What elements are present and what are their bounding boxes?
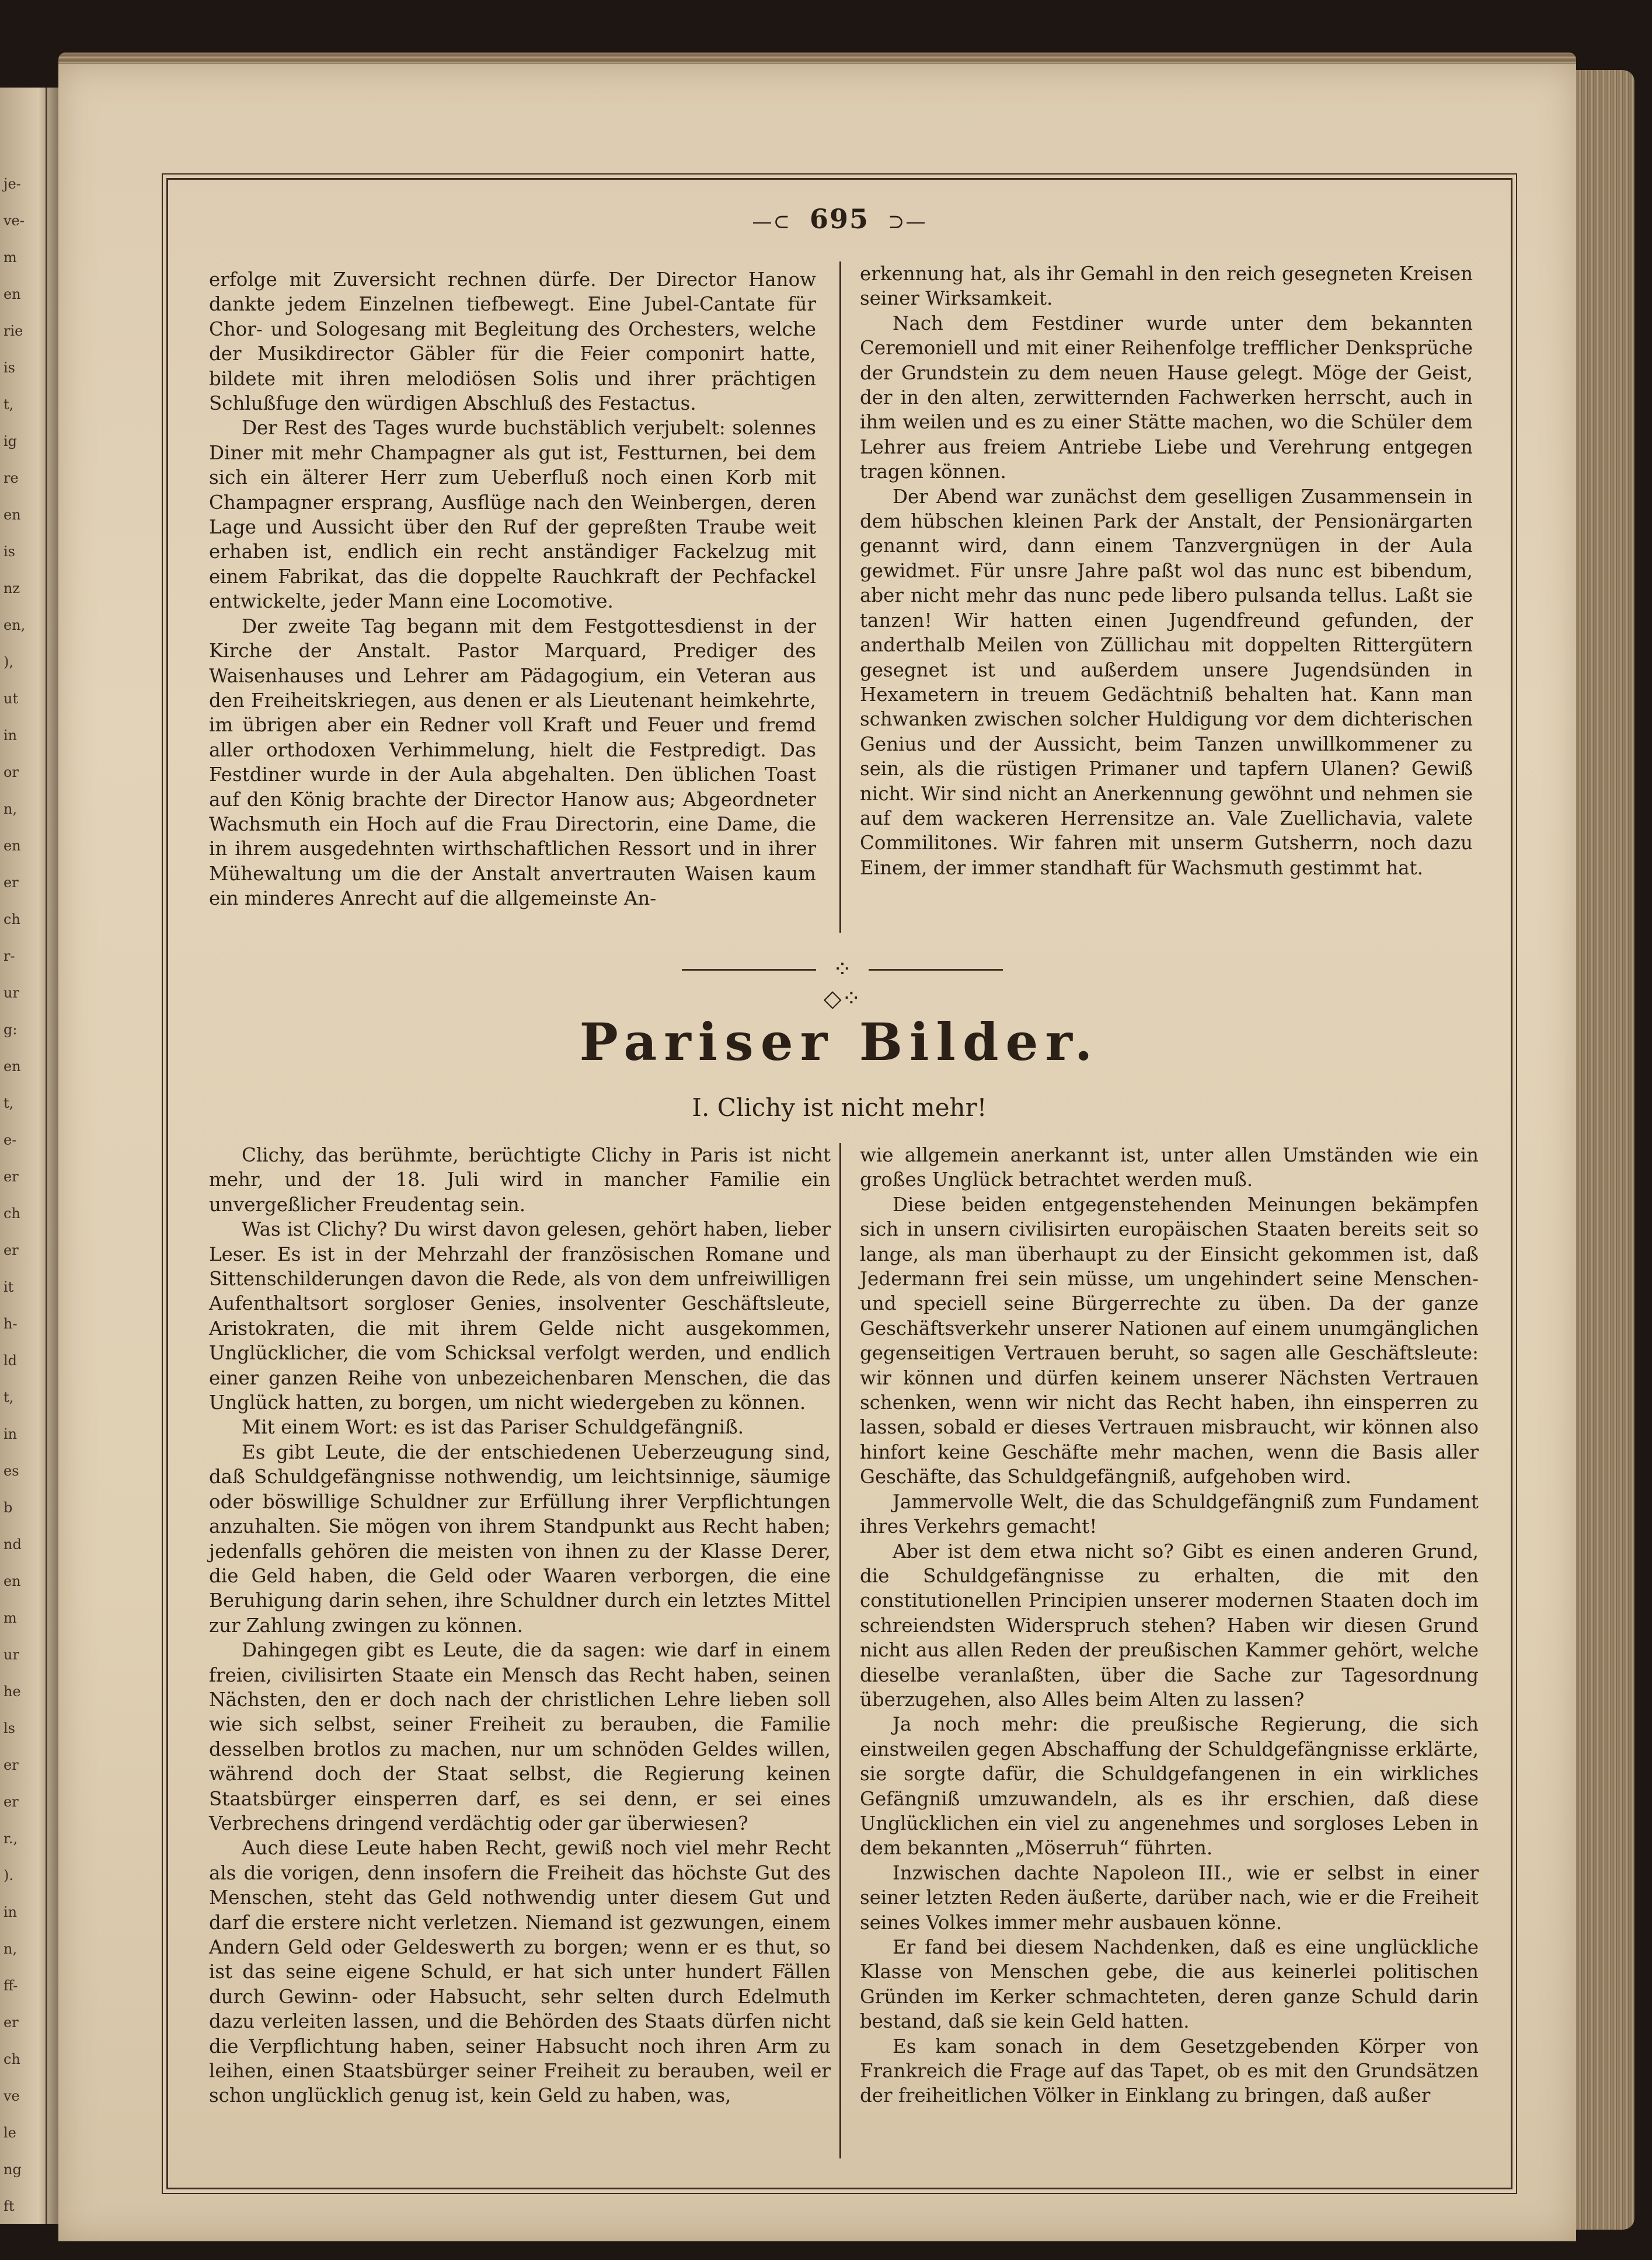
- header-ornament-left: —⊂: [752, 210, 791, 233]
- section-divider: [168, 955, 1511, 1012]
- previous-page-fragment: n,: [4, 801, 18, 817]
- article-left-paragraph: Dahingegen gibt es Leute, die da sagen: wie darf in einem freien, civilisirten Staate ein Mensch das Recht haben, seinen Nächsten, den er doch nach der christlichen Lehre lieben soll wie sich selbst, seiner Freiheit zu berauben, die Familie desselben brotlos zu machen, nur um schnöden Geldes willen, während doch der Staat selbst, die Regierung keinen Staatsbürger einsperren darf, es sei denn, er sei eines Verbrechens dringend verdächtig oder gar überwiesen?: [209, 1639, 831, 1834]
- previous-page-fragment: er: [4, 1169, 19, 1185]
- section1-right-paragraph: Nach dem Festdiner wurde unter dem bekannten Ceremoniell und mit einer Reihenfolge trefflicher Denksprüche der Grundstein zu dem neuen Hause gelegt. Möge der Geist, der in den alten, zerwitternden Fachwerken herrscht, auch in ihm weilen und es zu einer Stätte machen, wo die Schüler dem Lehrer aus freiem Antriebe Liebe und Verehrung entgegen tragen können.: [860, 312, 1473, 483]
- section1-left-column: [209, 267, 816, 911]
- article-right-paragraph: Inzwischen dachte Napoleon III., wie er selbst in einer seiner letzten Reden äußerte, darüber nach, wie er die Freiheit seines Volkes immer mehr ausbauen könne.: [860, 1861, 1479, 1934]
- previous-page-fragment: he: [4, 1683, 21, 1700]
- section1-right-paragraph: Der Abend war zunächst dem geselligen Zusammensein in dem hübschen kleinen Park der Anstalt, der Pensionärgarten genannt wird, dann einem Tanzvergnügen in der Aula gewidmet. Für unsre Jahre paßt wol das nunc est bibendum, aber nicht mehr das nunc pede libero pulsanda tellus. Laßt sie tanzen! Wir hatten einen Jugendfreund gefunden, der anderthalb Meilen von Züllichau mit doppelten Rittergütern gesegnet ist und außerdem unsere Jugendsünden in Hexametern in treuem Gedächtniß behalten hat. Kann man schwanken zwischen solcher Huldigung vor dem dichterischen Genius und der Aussicht, beim Tanzen unwillkommener zu sein, als die rüstigen Primaner und tapfern Ulanen? Gewiß nicht. Wir sind nicht an Anerkennung gewöhnt und nehmen sie auf dem wackeren Herrensitze an. Vale Zuellichavia, valete Commilitones. Wir fahren mit unserm Gutsherrn, noch dazu Einem, der immer standhaft für Wachsmuth gestimmt hat.: [860, 485, 1473, 879]
- previous-page-fragment: en: [4, 1573, 21, 1589]
- previous-page-fragment: je-: [4, 176, 21, 192]
- page-frame: [166, 178, 1512, 2189]
- previous-page-fragment: nz: [4, 580, 20, 597]
- previous-page-fragment: in: [4, 1904, 18, 1920]
- article-left-paragraph: Es gibt Leute, die der entschiedenen Ueberzeugung sind, daß Schuldgefängnisse nothwendig, um leichtsinnige, säumige oder böswillige Schuldner zur Erfüllung ihrer Verpflichtungen anzuhalten. Sie mögen von ihrem Standpunkt aus Recht haben; jedenfalls gehören die meisten von ihnen zu der Klasse Derer, die Geld haben, die Geld oder Waaren verborgen, die eine Beruhigung darin sehen, ihre Schuldner durch ein letztes Mittel zur Zahlung zwingen zu können.: [209, 1441, 831, 1637]
- previous-page-fragment: is: [4, 543, 15, 560]
- previous-page-fragment: ch: [4, 1205, 20, 1222]
- previous-page-fragment: ur: [4, 985, 19, 1001]
- header-ornament-right: ⊃—: [888, 210, 927, 233]
- article-right-paragraph: Es kam sonach in dem Gesetzgebenden Körper von Frankreich die Frage auf das Tapet, ob es mit den Grundsätzen der freiheitlichen Völker in Einklang zu bringen, daß außer: [860, 2035, 1479, 2107]
- article-right-column: [860, 1143, 1479, 2108]
- page-header: [168, 203, 1511, 235]
- previous-page-fragment: m: [4, 249, 17, 266]
- previous-page-fragment: er: [4, 1794, 19, 1810]
- previous-page-fragment: es: [4, 1463, 19, 1479]
- previous-page-fragment: re: [4, 470, 19, 486]
- previous-page-fragment: e-: [4, 1132, 17, 1148]
- previous-page-fragment: r.,: [4, 1830, 18, 1847]
- section1-left-paragraph: Der zweite Tag begann mit dem Festgottesdienst in der Kirche der Anstalt. Pastor Marquard, Prediger des Waisenhauses und Lehrer am Pädagogium, ein Veteran aus den Freiheitskriegen, aus denen er als Lieutenant heimkehrte, im übrigen aber ein Redner voll Kraft und Feuer und fremd aller orthodoxen Verhimmelung, hielt die Festpredigt. Das Festdiner wurde in der Aula abgehalten. Den üblichen Toast auf den König brachte der Director Hanow aus; Abgeordneter Wachsmuth ein Hoch auf die Frau Directorin, eine Dame, die in ihrem ausgedehnten wirthschaftlichen Ressort und in ihrer Mühewaltung um die der Anstalt anvertrauten Waisen kaum ein minderes Anrecht auf die allgemeinste An-: [209, 615, 816, 910]
- article-title: Pariser Bilder.: [579, 1012, 1100, 1072]
- previous-page-fragment: en: [4, 286, 21, 302]
- article-right-paragraph: Jammervolle Welt, die das Schuldgefängniß zum Fundament ihres Verkehrs gemacht!: [860, 1490, 1479, 1538]
- previous-page-fragment: en: [4, 507, 21, 523]
- section1-right-paragraph: erkennung hat, als ihr Gemahl in den reich gesegneten Kreisen seiner Wirksamkeit.: [860, 263, 1473, 310]
- previous-page-fragment: or: [4, 764, 19, 780]
- previous-page-fragment: ig: [4, 433, 18, 449]
- previous-page-fragment: t,: [4, 396, 14, 413]
- article-right-paragraph: wie allgemein anerkannt ist, unter allen Umständen wie ein großes Unglück betrachtet werden muß.: [860, 1144, 1479, 1191]
- previous-page-fragment: it: [4, 1279, 14, 1295]
- previous-page-fragment: ls: [4, 1720, 15, 1736]
- previous-page-fragment: ch: [4, 911, 20, 927]
- previous-page-fragment: ).: [4, 1867, 13, 1884]
- previous-page-fragment: h-: [4, 1316, 18, 1332]
- previous-page-fragment: nd: [4, 1536, 22, 1553]
- article-right-paragraph: Aber ist dem etwa nicht so? Gibt es einen anderen Grund, die Schuldgefängnisse zu erhalten, die mit den constitutionellen Principien unserer modernen Staaten doch im schreiendsten Widerspruch stehen? Haben wir diesen Grund nicht aus allen Reden der preußischen Kammer gehört, welche dieselbe veranlaßten, über die Sache zur Tagesordnung überzugehen, also Alles beim Alten zu lassen?: [860, 1540, 1479, 1711]
- divider-line-right: [869, 969, 1003, 971]
- previous-page-fragment: in: [4, 1426, 18, 1442]
- divider-ornament: ⁘◇⁘: [823, 956, 862, 1012]
- previous-page-fragment: ve-: [4, 212, 25, 229]
- previous-page-fragment: ng: [4, 2161, 22, 2178]
- previous-page-fragment: n,: [4, 1941, 18, 1957]
- previous-page-fragment: ch: [4, 2051, 20, 2067]
- previous-page-fragment: en,: [4, 617, 26, 633]
- previous-page-fragment: le: [4, 2125, 16, 2141]
- page-number: 695: [809, 203, 870, 235]
- section1-right-column: [860, 261, 1473, 880]
- previous-page-frame-rule: [46, 88, 47, 2224]
- section1-left-paragraph: erfolge mit Zuversicht rechnen dürfe. Der Director Hanow dankte jedem Einzelnen tiefbewegt. Eine Jubel-Cantate für Chor- und Sologesang mit Begleitung des Orchesters, welche der Musikdirector Gäbler für die Feier componirt hatte, bildete mit ihren melodiösen Solis und ihrer prächtigen Schlußfuge den würdigen Abschluß des Festactus.: [209, 268, 816, 415]
- previous-page-fragment: g:: [4, 1021, 18, 1038]
- previous-page-fragment: m: [4, 1610, 17, 1626]
- previous-page-fragment: er: [4, 1242, 19, 1258]
- article-left-paragraph: Clichy, das berühmte, berüchtigte Clichy in Paris ist nicht mehr, und der 18. Juli wird in mancher Familie ein unvergeßlicher Freudentag sein.: [209, 1144, 831, 1216]
- section1-left-paragraph: Der Rest des Tages wurde buchstäblich verjubelt: solennes Diner mit mehr Champagner als gut ist, Festturnen, bei dem sich ein älterer Herr zum Ueberfluß noch einen Korb mit Champagner ersprang, Ausflüge nach den Weinbergen, deren Lage und Aussicht über den Ruf der gepreßten Traube weit erhaben ist, endlich ein recht anständiger Fackelzug mit einem Fabrikat, das die doppelte Rauchkraft der Pechfackel entwickelte, jeder Mann eine Locomotive.: [209, 417, 816, 613]
- section1-column-rule: [839, 261, 841, 933]
- article-left-paragraph: Mit einem Wort: es ist das Pariser Schuldgefängniß.: [242, 1416, 744, 1439]
- previous-page-fragment: ve: [4, 2088, 20, 2104]
- article-left-column: [209, 1143, 831, 2108]
- divider-line-left: [682, 969, 816, 971]
- article-subtitle: I. Clichy ist nicht mehr!: [692, 1093, 987, 1122]
- previous-page-fragment: t,: [4, 1095, 14, 1111]
- previous-page-fragment: ld: [4, 1352, 18, 1369]
- previous-page-fragment: en: [4, 838, 21, 854]
- previous-page-fragment: er: [4, 874, 19, 891]
- previous-page-fragment: r-: [4, 948, 15, 964]
- article-right-paragraph: Er fand bei diesem Nachdenken, daß es eine unglückliche Klasse von Menschen gebe, die aus keinerlei politischen Gründen im Kerker schmachteten, deren ganze Schuld darin bestand, daß sie kein Geld hatten.: [860, 1936, 1479, 2033]
- previous-page-fragment: ),: [4, 654, 13, 670]
- previous-page-edge: [0, 88, 64, 2224]
- previous-page-fragment: er: [4, 2014, 19, 2031]
- previous-page-fragment: is: [4, 360, 15, 376]
- previous-page-fragment: ur: [4, 1647, 19, 1663]
- article-right-paragraph: Ja noch mehr: die preußische Regierung, die sich einstweilen gegen Abschaffung der Schuldgefängnisse erklärte, sie sorgte dafür, die Schuldgefangenen in ein wirkliches Gefängniß umzuwandeln, als es ihr erschien, daß diese Unglücklichen ein viel zu angenehmes und sorgloses Leben in dem bekannten „Möserruh“ führten.: [860, 1713, 1479, 1860]
- book-page: [58, 64, 1576, 2241]
- previous-page-fragment: ut: [4, 690, 19, 707]
- article-right-paragraph: Diese beiden entgegenstehenden Meinungen bekämpfen sich in unsern civilisirten europäischen Staaten bereits seit so lange, als man überhaupt zu der Einsicht gekommen ist, daß Jedermann frei sein müsse, um ungehindert seine Menschen- und speciell seine Bürgerrechte zu üben. Da der ganze Geschäftsverkehr unserer Nationen auf einem unumgänglichen gegenseitigen Vertrauen beruht, so sagen alle Geschäftsleute: wir können und dürfen keinem unserer Nächsten Vertrauen schenken, wenn wir nicht das Recht haben, ihn einsperren zu lassen, sobald er dieses Vertrauen misbraucht, wir können also hinfort keine Geschäfte mehr machen, wenn die Basis aller Geschäfte, das Schuldgefängniß, aufgehoben wird.: [860, 1193, 1479, 1488]
- previous-page-fragment: ff-: [4, 1978, 18, 1994]
- previous-page-fragment: er: [4, 1757, 19, 1773]
- previous-page-fragment: b: [4, 1499, 13, 1516]
- previous-page-fragment: t,: [4, 1389, 14, 1405]
- previous-page-fragment: ft: [4, 2198, 15, 2214]
- article-left-paragraph: Was ist Clichy? Du wirst davon gelesen, gehört haben, lieber Leser. Es ist in der Mehrzahl der französischen Romane und Sittenschilderungen davon die Rede, als von dem unfreiwilligen Aufenthaltsort sorgloser Genies, insolventer Geschäftsleute, Aristokraten, die mit ihrem Gelde nicht ausgekommen, Unglücklicher, die vom Schicksal verfolgt werden, und endlich einer ganzen Reihe von unbezeichenbaren Menschen, die das Unglück hatten, zu borgen, um nicht wiedergeben zu können.: [209, 1218, 831, 1414]
- article-column-rule: [839, 1143, 841, 2158]
- previous-page-fragment: en: [4, 1058, 21, 1075]
- article-left-paragraph: Auch diese Leute haben Recht, gewiß noch viel mehr Recht als die vorigen, denn insofern die Freiheit das höchste Gut des Menschen, steht das Geld nothwendig unter diesem Gut und darf die erstere nicht verletzen. Niemand ist gezwungen, einem Andern Geld oder Geldeswerth zu borgen; wenn er es thut, so ist das seine eigene Schuld, er hat sich unter hundert Fällen durch Gewinn- oder Habsucht, sehr selten durch Edelmuth dazu verleiten lassen, und die Behörden des Staats dürfen nicht die Verpflichtung haben, seiner Habsucht noch ihren Arm zu leihen, einen Staatsbürger seiner Freiheit zu berauben, weil er schon unglücklich genug ist, kein Geld zu haben, was,: [209, 1837, 831, 2107]
- previous-page-fragment: rie: [4, 323, 23, 339]
- previous-page-fragment: in: [4, 727, 18, 744]
